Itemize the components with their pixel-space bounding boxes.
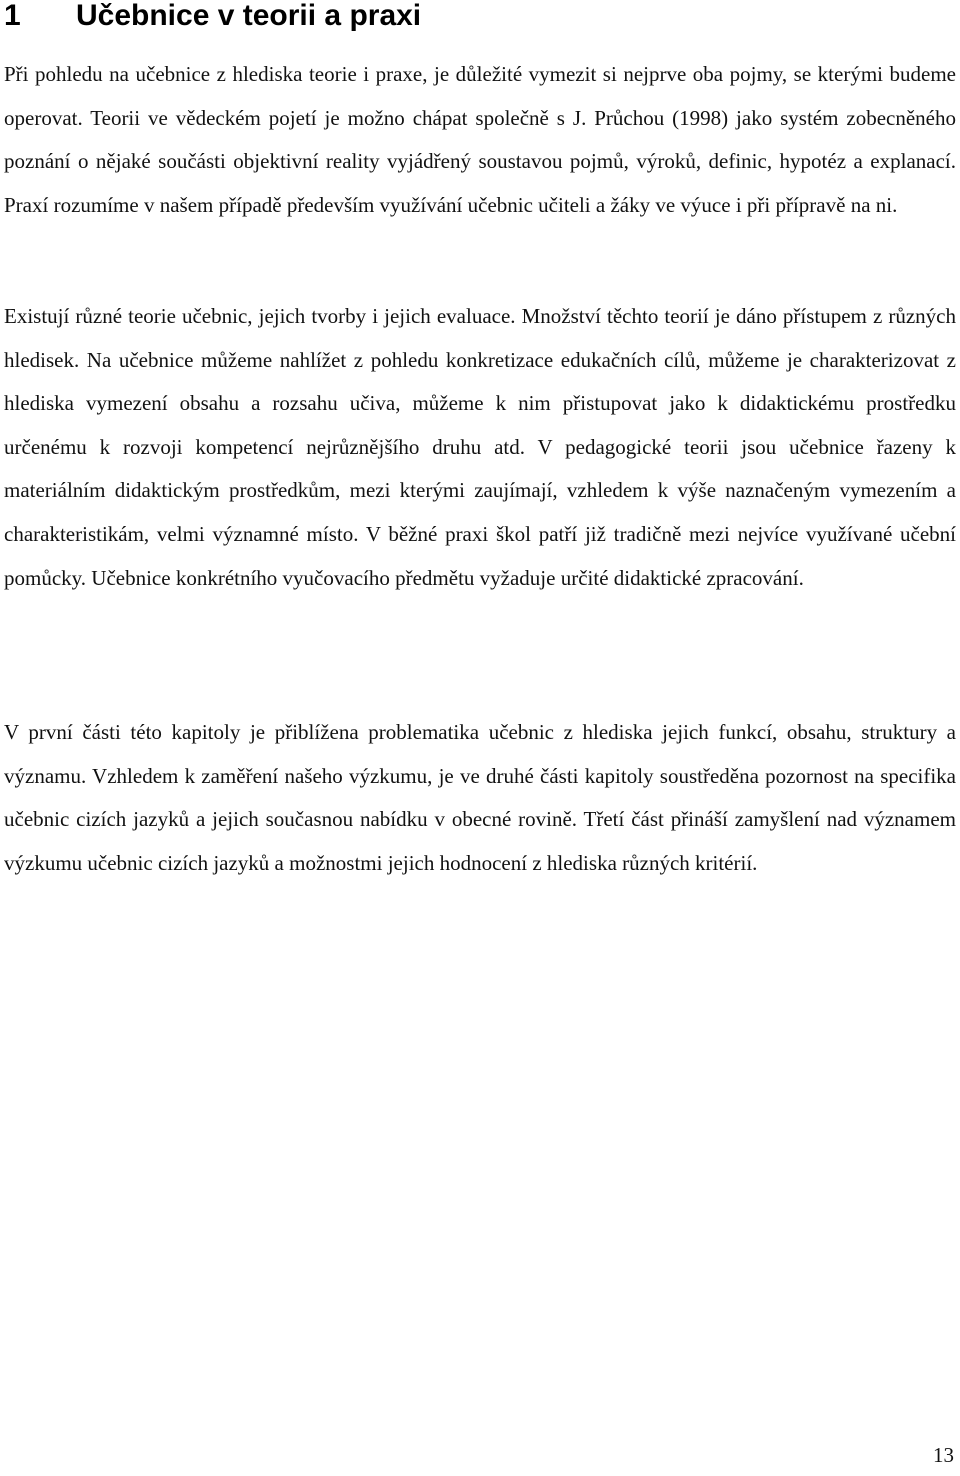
paragraph-intro: Při pohledu na učebnice z hlediska teorie i praxe, je důležité vymezit si nejprve oba pojmy, se kterými budeme operovat. Teorii ve vědeckém pojetí je možno chápat společně s J. Průchou (1998) jako systém zobecněného poznání o nějaké součásti objektivní reality vyjádřený soustavou pojmů, výroků, definic, hypotéz a explanací. Praxí rozumíme v našem případě především využívání učebnic učiteli a žáky ve výuce i při přípravě na ni. bbox=[4, 62, 956, 217]
paragraph-theories: Existují různé teorie učebnic, jejich tvorby i jejich evaluace. Množství těchto teorií je dáno přístupem z různých hledisek. Na učebnice můžeme nahlížet z pohledu konkretizace edukačních cílů, můžeme je charakterizovat z hlediska vymezení obsahu a rozsahu učiva, můžeme k nim přistupovat jako k didaktickému prostředku určenému k rozvoji kompetencí nejrůznějšího druhu atd. V pedagogické teorii jsou učebnice řazeny k materiálním didaktickým prostředkům, mezi kterými zaujímají, vzhledem k výše naznačeným vymezením a charakteristikám, velmi významné místo. V běžné praxi škol patří již tradičně mezi nejvíce využívané učební pomůcky. Učebnice konkrétního vyučovacího předmětu vyžaduje určité didaktické zpracování. bbox=[4, 304, 956, 590]
chapter-heading bbox=[4, 0, 421, 38]
chapter-number: 1 bbox=[4, 0, 21, 32]
page-number: 13 bbox=[933, 1443, 954, 1467]
chapter-title: Učebnice v teorii a praxi bbox=[76, 0, 422, 32]
paragraph-chapter-outline: V první části této kapitoly je přiblížena problematika učebnic z hlediska jejich funkcí, obsahu, struktury a významu. Vzhledem k zaměření našeho výzkumu, je ve druhé části kapitoly soustředěna pozornost na specifika učebnic cizích jazyků a jejich současnou nabídku v obecné rovině. Třetí část přináší zamyšlení nad významem výzkumu učebnic cizích jazyků a možnostmi jejich hodnocení z hlediska různých kritérií. bbox=[4, 720, 956, 875]
